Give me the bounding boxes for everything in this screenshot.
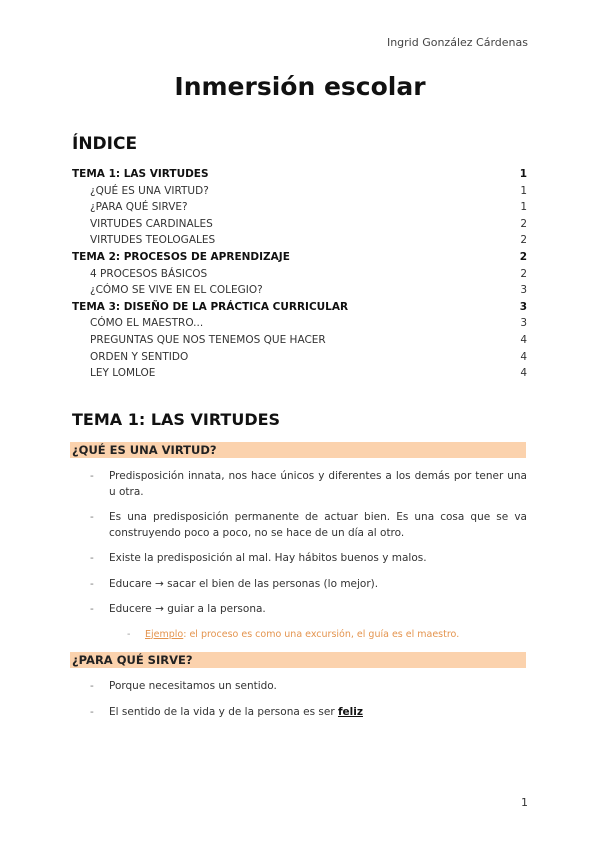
list-item	[90, 551, 527, 567]
toc-entry[interactable]	[72, 183, 527, 200]
subsection-heading: ¿QUÉ ES UNA VIRTUD?	[70, 442, 526, 458]
toc-entry-label: 4 PROCESOS BÁSICOS	[90, 267, 208, 280]
list-item-text: Predisposición innata, nos hace únicos y diferentes a los demás por tener una u otra.	[109, 470, 527, 498]
toc-entry-label: TEMA 1: LAS VIRTUDES	[72, 168, 209, 180]
toc-entry-label: ¿QUÉ ES UNA VIRTUD?	[90, 184, 209, 197]
emphasis-text: feliz	[337, 705, 363, 718]
list-item-text: Porque necesitamos un sentido.	[109, 680, 277, 692]
dash-marker: -	[90, 511, 94, 523]
example-link[interactable]: Ejemplo	[145, 628, 184, 640]
toc-entry[interactable]	[72, 266, 527, 283]
toc-entry[interactable]	[72, 232, 527, 249]
toc-entry-label: PREGUNTAS QUE NOS TENEMOS QUE HACER	[90, 333, 326, 346]
toc-entry-page: 4	[520, 367, 527, 380]
list-item-text: Educare → sacar el bien de las personas (lo mejor).	[109, 577, 379, 590]
toc-entry-page: 1	[520, 184, 527, 197]
toc-entry-page: 2	[520, 234, 527, 247]
toc-entry-label: TEMA 2: PROCESOS DE APRENDIZAJE	[72, 250, 290, 263]
toc-entry-page: 1	[519, 168, 527, 180]
nested-list-item	[127, 628, 527, 642]
list-item-text: Educere → guiar a la persona.	[109, 603, 266, 615]
toc-entry[interactable]	[72, 249, 527, 266]
toc-entry-label: TEMA 3: DISEÑO DE LA PRÁCTICA CURRICULAR	[72, 300, 349, 313]
dash-marker: -	[90, 552, 94, 564]
dash-marker: -	[90, 577, 94, 590]
toc-entry-label: VIRTUDES CARDINALES	[90, 217, 213, 230]
dash-marker: -	[90, 680, 94, 692]
dash-marker: -	[90, 470, 94, 482]
toc-entry[interactable]	[72, 166, 527, 183]
list-item	[90, 469, 527, 500]
header-author: Ingrid González Cárdenas	[386, 36, 528, 49]
toc-entry-page: 4	[520, 333, 527, 346]
bullet-list	[90, 679, 527, 730]
list-item-text: Es una predisposición permanente de actuar bien. Es una cosa que se va construyendo poco a poco, no se hace de un día al otro.	[109, 511, 527, 539]
toc-entry-page: 1	[520, 201, 527, 214]
toc-entry[interactable]	[72, 365, 527, 382]
toc-entry-label: ¿CÓMO SE VIVE EN EL COLEGIO?	[90, 284, 263, 297]
toc-entry[interactable]	[72, 199, 527, 216]
toc-entry-label: LEY LOMLOE	[90, 367, 156, 380]
toc-entry-page: 3	[520, 317, 527, 330]
page-number: 1	[521, 796, 528, 809]
toc-entry[interactable]	[72, 216, 527, 233]
toc-entry[interactable]	[72, 332, 527, 349]
dash-marker: -	[90, 603, 94, 615]
section-heading: TEMA 1: LAS VIRTUDES	[72, 410, 281, 429]
index-heading: ÍNDICE	[72, 134, 138, 154]
example-text: : el proceso es como una excursión, el guía es el maestro.	[183, 628, 460, 640]
dash-marker: -	[90, 705, 94, 718]
toc-entry[interactable]	[72, 315, 527, 332]
list-item	[90, 705, 527, 721]
table-of-contents	[72, 166, 527, 382]
toc-entry-page: 3	[519, 300, 527, 313]
toc-entry-label: CÓMO EL MAESTRO...	[90, 317, 204, 330]
bullet-list	[90, 469, 527, 642]
list-item	[90, 679, 527, 695]
document-title: Inmersión escolar	[174, 72, 426, 101]
toc-entry-label: ORDEN Y SENTIDO	[90, 350, 189, 363]
list-item-text: Existe la predisposición al mal. Hay hábitos buenos y malos.	[109, 552, 427, 564]
toc-entry-page: 3	[520, 284, 527, 297]
toc-entry-label: ¿PARA QUÉ SIRVE?	[90, 201, 188, 214]
toc-entry-page: 2	[520, 217, 527, 230]
toc-entry[interactable]	[72, 299, 527, 316]
toc-entry-page: 4	[520, 350, 527, 363]
toc-entry-page: 2	[520, 267, 527, 280]
toc-entry[interactable]	[72, 349, 527, 366]
toc-entry-label: VIRTUDES TEOLOGALES	[90, 234, 216, 247]
list-item	[90, 602, 527, 618]
toc-entry-page: 2	[519, 250, 527, 263]
list-item	[90, 577, 527, 593]
dash-marker: -	[127, 628, 131, 640]
list-item	[90, 510, 527, 541]
subsection-heading: ¿PARA QUÉ SIRVE?	[70, 652, 526, 668]
toc-entry[interactable]	[72, 282, 527, 299]
list-item-text: El sentido de la vida y de la persona es ser	[109, 705, 338, 718]
